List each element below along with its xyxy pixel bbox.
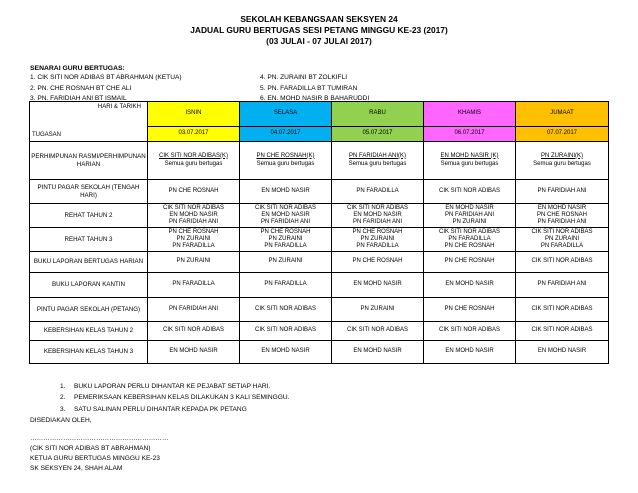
duty-cell: PN CHE ROSNAH	[148, 180, 240, 204]
table-row	[30, 228, 609, 252]
cell-line: Semua guru bertugas	[533, 161, 591, 167]
duty-cell: EN MOHD NASIR	[332, 341, 424, 364]
cell-line: Semua guru bertugas	[256, 161, 315, 167]
duty-cell: EN MOHD NASIR	[240, 341, 332, 364]
duty-cell	[424, 228, 516, 252]
cell-line: PN CHE ROSNAH	[444, 243, 495, 250]
lead-teacher: EN MOHD NASIR (K)	[440, 152, 499, 159]
cell-line: PN CHE ROSNAH	[536, 211, 587, 218]
cell-line: PN CHE ROSNAH	[260, 228, 311, 235]
lead-teacher: PN CHE ROSNAH(K)	[256, 152, 315, 159]
cell-line: PN FARADILLA	[264, 243, 307, 250]
corner-task-label: TUGASAN	[32, 131, 62, 138]
duty-cell: CIK SITI NOR ADIBAS	[424, 180, 516, 204]
staff-list-left	[30, 73, 182, 105]
duty-cell: EN MOHD NASIR	[332, 273, 424, 298]
duty-cell	[516, 142, 609, 180]
duty-table	[29, 101, 609, 364]
duty-cell: PN FARIDIAH ANI	[516, 273, 609, 298]
table-row	[30, 142, 609, 180]
duty-cell: CIK SITI NOR ADIBAS	[516, 322, 609, 341]
cell-line: PN FARIDIAH ANI	[168, 219, 218, 226]
duty-cell: PN FARIDIAH ANI	[516, 180, 609, 204]
schedule-dates: (03 JULAI - 07 JULAI 2017)	[266, 36, 372, 46]
signatory-block	[30, 444, 160, 475]
task-label: PERHIMPUNAN RASMI/PERHIMPUNAN HARIAN	[30, 142, 148, 180]
task-label: PINTU PAGAR SEKOLAH (PETANG)	[30, 298, 148, 322]
duty-cell	[240, 142, 332, 180]
day-header-1: SELASA	[240, 102, 332, 127]
duty-cell: EN MOHD NASIR	[424, 273, 516, 298]
duty-cell: PN CHE ROSNAH	[424, 252, 516, 273]
day-date-2: 05.07.2017	[332, 126, 424, 141]
task-label: BUKU LAPORAN KANTIN	[30, 273, 148, 298]
duty-cell	[240, 204, 332, 228]
duty-cell: PN ZURAINI	[240, 252, 332, 273]
lead-teacher: CIK SITI NOR ADIBAS(K)	[158, 152, 228, 159]
cell-line: EN MOHD NASIR	[537, 204, 587, 211]
duty-cell	[148, 142, 240, 180]
task-label: KEBERSIHAN KELAS TAHUN 2	[30, 322, 148, 341]
cell-line: PN FARADILLA	[172, 243, 215, 250]
staff-item: 2. PN. CHE ROSNAH BT CHE ALI	[30, 84, 132, 92]
cell-line: PN ZURAINI	[360, 235, 395, 242]
schedule-title: JADUAL GURU BERTUGAS SESI PETANG MINGGU KE-23 (2017)	[190, 25, 448, 35]
note-item: 1. BUKU LAPORAN PERLU DIHANTAR KE PEJABAT SETIAP HARI.	[60, 383, 271, 390]
duty-cell	[332, 142, 424, 180]
signatory-role: KETUA GURU BERTUGAS MINGGU KE-23	[30, 455, 160, 463]
notes-list	[60, 381, 289, 415]
note-item: 2. PEMERIKSAAN KEBERSIHAN KELAS DILAKUKAN 3 KALI SEMINGGU.	[60, 394, 290, 402]
table-row	[30, 298, 609, 322]
cell-line: PN FARADILLA	[540, 243, 584, 250]
staff-list-right	[260, 73, 369, 105]
duty-cell: CIK SITI NOR ADIBAS	[516, 252, 609, 273]
day-date-1: 04.07.2017	[240, 126, 332, 141]
staff-item: 3. PN. FARIDIAH ANI BT ISMAIL	[30, 95, 127, 102]
table-row	[30, 204, 609, 228]
task-label: KEBERSIHAN KELAS TAHUN 3	[30, 341, 148, 364]
day-header-2: RABU	[332, 102, 424, 127]
duty-cell: CIK SITI NOR ADIBAS	[332, 322, 424, 341]
day-date-4: 07.07.2017	[516, 126, 609, 141]
duty-cell: CIK SITI NOR ADIBAS	[240, 298, 332, 322]
cell-line: PN FARIDIAH ANI	[260, 219, 310, 226]
task-label: REHAT TAHUN 2	[30, 204, 148, 228]
lead-teacher: PN ZURAINI(K)	[541, 152, 583, 159]
cell-line: Semua guru bertugas	[440, 161, 499, 167]
staff-item: 6. EN. MOHD NASIR B BAHARUDDI	[260, 95, 370, 102]
cell-line: CIK SITI NOR ADIBAS	[254, 204, 316, 211]
cell-line: EN MOHD NASIR	[353, 211, 402, 218]
signatory-school: SK SEKSYEN 24, SHAH ALAM	[30, 465, 123, 473]
duty-cell: CIK SITI NOR ADIBAS	[424, 322, 516, 341]
staff-item: 1. CIK SITI NOR ADIBAS BT ABRAHMAN (KETUA)	[30, 74, 182, 81]
day-date-3: 06.07.2017	[424, 126, 516, 141]
duty-cell: PN ZURAINI	[148, 252, 240, 273]
day-header-0: ISNIN	[148, 102, 240, 127]
cell-line: PN ZURAINI	[452, 219, 487, 226]
duty-cell	[240, 228, 332, 252]
duty-cell: PN FARADILLA	[148, 273, 240, 298]
cell-line: EN MOHD NASIR	[445, 204, 494, 211]
table-row	[30, 322, 609, 341]
duty-cell: CIK SITI NOR ADIBAS	[240, 322, 332, 341]
duty-cell: CIK SITI NOR ADIBAS	[148, 322, 240, 341]
cell-line: Semua guru bertugas	[348, 161, 407, 167]
table-row	[30, 273, 609, 298]
cell-line: PN ZURAINI	[268, 235, 303, 242]
table-row	[30, 180, 609, 204]
cell-line: PN CHE ROSNAH	[352, 228, 403, 235]
cell-line: PN FARIDIAH ANI	[444, 211, 494, 218]
task-label: PINTU PAGAR SEKOLAH (TENGAH HARI)	[30, 180, 148, 204]
duty-cell: EN MOHD NASIR	[148, 341, 240, 364]
day-date-0: 03.07.2017	[148, 126, 240, 141]
cell-line: PN FARADILLA	[448, 235, 491, 242]
staff-list-title: SENARAI GURU BERTUGAS:	[30, 65, 125, 72]
duty-cell: PN FARADILLA	[332, 180, 424, 204]
duty-cell: CIK SITI NOR ADIBAS	[516, 298, 609, 322]
day-header-4: JUMAAT	[516, 102, 609, 127]
duty-cell: PN CHE ROSNAH	[424, 298, 516, 322]
cell-line: PN FARIDIAH ANI	[537, 219, 587, 226]
cell-line: CIK SITI NOR ADIBAS	[438, 228, 500, 235]
duty-cell: PN FARADILLA	[240, 273, 332, 298]
cell-line: PN CHE ROSNAH	[168, 228, 219, 235]
day-header-3: KHAMIS	[424, 102, 516, 127]
cell-line: EN MOHD NASIR	[261, 211, 310, 218]
duty-cell	[332, 204, 424, 228]
cell-line: PN ZURAINI	[544, 235, 579, 242]
duty-cell	[148, 204, 240, 228]
table-row	[30, 341, 609, 364]
duty-cell	[516, 228, 609, 252]
table-corner-cell	[30, 102, 148, 142]
duty-cell: PN FARIDIAH ANI	[148, 298, 240, 322]
duty-cell	[424, 204, 516, 228]
signature-line: ………………………………………………………	[30, 435, 169, 442]
cell-line: CIK SITI NOR ADIBAS	[162, 204, 224, 211]
cell-line: CIK SITI NOR ADIBAS	[346, 204, 408, 211]
duty-cell	[148, 228, 240, 252]
cell-line: CIK SITI NOR ADIBAS	[531, 228, 593, 235]
staff-item: 4. PN. ZURAINI BT ZOLKIFLI	[260, 74, 348, 81]
signatory-name: (CIK SITI NOR ADIBAS BT ABRAHMAN)	[30, 445, 151, 452]
duty-cell: PN CHE ROSNAH	[332, 252, 424, 273]
duty-cell: EN MOHD NASIR	[424, 341, 516, 364]
corner-day-date-label: HARI & TARIKH	[97, 104, 141, 110]
task-label: REHAT TAHUN 3	[30, 228, 148, 252]
cell-line: EN MOHD NASIR	[169, 211, 218, 218]
prepared-by: DISEDIAKAN OLEH,	[30, 417, 92, 424]
task-label: BUKU LAPORAN BERTUGAS HARIAN	[30, 252, 148, 273]
duty-cell: EN MOHD NASIR	[516, 341, 609, 364]
cell-line: Semua guru bertugas	[164, 161, 223, 167]
note-item: 3. SATU SALINAN PERLU DIHANTAR KEPADA PK PETANG	[60, 405, 247, 413]
duty-cell	[516, 204, 609, 228]
table-row	[30, 252, 609, 273]
lead-teacher: PN FARIDIAH ANI(K)	[348, 152, 406, 159]
duty-cell	[332, 228, 424, 252]
cell-line: PN ZURAINI	[176, 235, 211, 242]
duty-cell	[424, 142, 516, 180]
school-name: SEKOLAH KEBANGSAAN SEKSYEN 24	[240, 14, 398, 24]
cell-line: PN FARIDIAH ANI	[352, 219, 402, 226]
duty-cell: EN MOHD NASIR	[240, 180, 332, 204]
duty-cell: PN ZURAINI	[332, 298, 424, 322]
staff-item: 5. PN. FARADILLA BT TUMIRAN	[260, 84, 358, 92]
cell-line: PN FARADILLA	[356, 243, 399, 250]
